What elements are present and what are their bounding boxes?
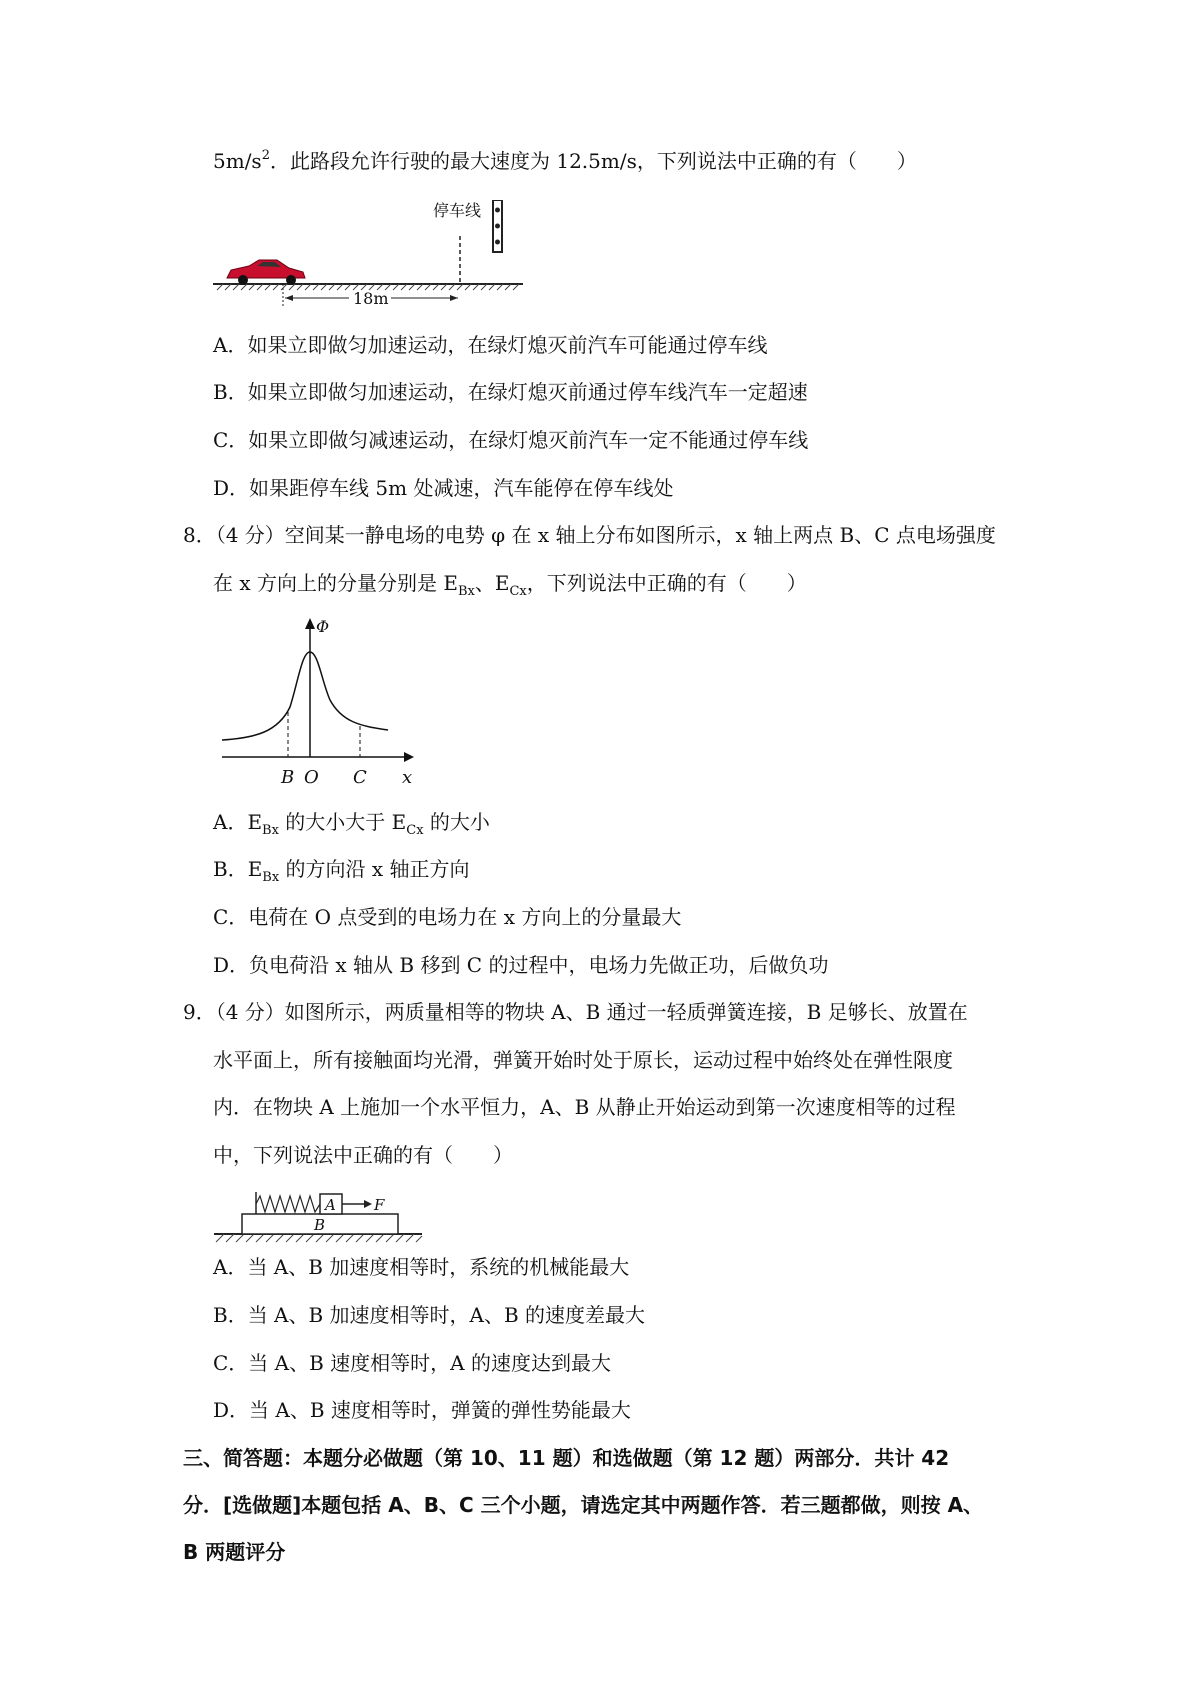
q8-line2-mid: 、E <box>474 571 510 595</box>
force-arrowhead <box>364 1200 372 1208</box>
q9-stem-line1: 9．（4 分）如图所示，两质量相等的物块 A、B 通过一轻质弹簧连接，B 足够长、放置在 <box>183 1000 968 1024</box>
label-block-b: B <box>314 1216 326 1234</box>
q8-b-post: 的方向沿 x 轴正方向 <box>279 857 470 881</box>
label-b: B <box>281 767 295 788</box>
label-c: C <box>353 767 367 788</box>
q9-ground <box>214 1234 422 1242</box>
potential-curve <box>222 652 388 740</box>
q8-line2-pre: 在 x 方向上的分量分别是 E <box>213 571 458 595</box>
q8-line2-sub1: Bx <box>457 584 475 599</box>
label-f: F <box>374 1196 385 1214</box>
y-axis-label: Φ <box>316 617 330 636</box>
q7-intro-sup: 2 <box>261 148 270 163</box>
q9-stem-line2: 水平面上，所有接触面均光滑，弹簧开始时处于原长，运动过程中始终处在弹性限度 <box>213 1048 953 1072</box>
q7-option-c: C．如果立即做匀减速运动，在绿灯熄灭前汽车一定不能通过停车线 <box>213 428 809 452</box>
section3-line2: 分．[选做题]本题包括 A、B、C 三个小题，请选定其中两题作答．若三题都做，则按 A、 <box>183 1493 984 1517</box>
section3-line1: 三、简答题：本题分必做题（第 10、11 题）和选做题（第 12 题）两部分．共计 42 <box>183 1446 950 1470</box>
q9-stem-line3: 内．在物块 A 上施加一个水平恒力，A、B 从静止开始运动到第一次速度相等的过程 <box>213 1095 956 1119</box>
label-a: A <box>325 1196 336 1214</box>
q7-intro <box>213 142 917 175</box>
q8-option-d: D．负电荷沿 x 轴从 B 移到 C 的过程中，电场力先做正功，后做负功 <box>213 953 829 977</box>
distance-label: 18m <box>353 289 389 308</box>
q7-figure <box>205 200 545 310</box>
q8-a-pre: A．E <box>213 810 263 834</box>
q8-figure <box>200 612 430 792</box>
q8-line2-post: ，下列说法中正确的有（ ） <box>526 571 807 595</box>
q8-a-sub1: Bx <box>262 823 279 838</box>
q9-option-a: A．当 A、B 加速度相等时，系统的机械能最大 <box>213 1255 630 1279</box>
section3-line3: B 两题评分 <box>183 1540 286 1564</box>
q7-option-d: D．如果距停车线 5m 处减速，汽车能停在停车线处 <box>213 476 674 500</box>
q9-figure <box>210 1180 430 1260</box>
q8-stem-line1: 8．（4 分）空间某一静电场的电势 φ 在 x 轴上分布如图所示，x 轴上两点 B、C 点电场强度 <box>183 523 996 547</box>
q7-option-a: A．如果立即做匀加速运动，在绿灯熄灭前汽车可能通过停车线 <box>213 333 768 357</box>
q8-option-a <box>213 808 490 845</box>
q9-option-b: B．当 A、B 加速度相等时，A、B 的速度差最大 <box>213 1303 646 1327</box>
label-o: O <box>304 767 319 788</box>
x-axis-arrowhead <box>404 752 414 762</box>
q9-option-d: D．当 A、B 速度相等时，弹簧的弹性势能最大 <box>213 1398 631 1422</box>
q8-b-pre: B．E <box>213 857 263 881</box>
q7-intro-post: ．此路段允许行驶的最大速度为 12.5m/s，下列说法中正确的有（ ） <box>269 149 917 173</box>
car-icon <box>227 260 305 285</box>
q8-a-mid: 的大小大于 E <box>278 810 407 834</box>
q8-option-c: C．电荷在 O 点受到的电场力在 x 方向上的分量最大 <box>213 905 682 929</box>
spring-icon <box>256 1196 320 1212</box>
stop-line-label: 停车线 <box>433 201 482 220</box>
traffic-light-icon <box>493 200 502 252</box>
q8-a-sub2: Cx <box>406 823 424 838</box>
q7-option-b: B．如果立即做匀加速运动，在绿灯熄灭前通过停车线汽车一定超速 <box>213 380 808 404</box>
label-x: x <box>402 767 413 788</box>
q8-b-sub: Bx <box>262 870 280 885</box>
q9-stem-line4: 中，下列说法中正确的有（ ） <box>213 1143 513 1167</box>
q8-stem-line2 <box>213 569 807 606</box>
y-axis-arrowhead <box>305 618 315 629</box>
q9-option-c: C．当 A、B 速度相等时，A 的速度达到最大 <box>213 1351 611 1375</box>
q8-line2-sub2: Cx <box>509 584 527 599</box>
q7-intro-pre: 5m/s <box>213 149 262 173</box>
q8-a-post: 的大小 <box>423 810 490 834</box>
q8-option-b <box>213 855 470 892</box>
